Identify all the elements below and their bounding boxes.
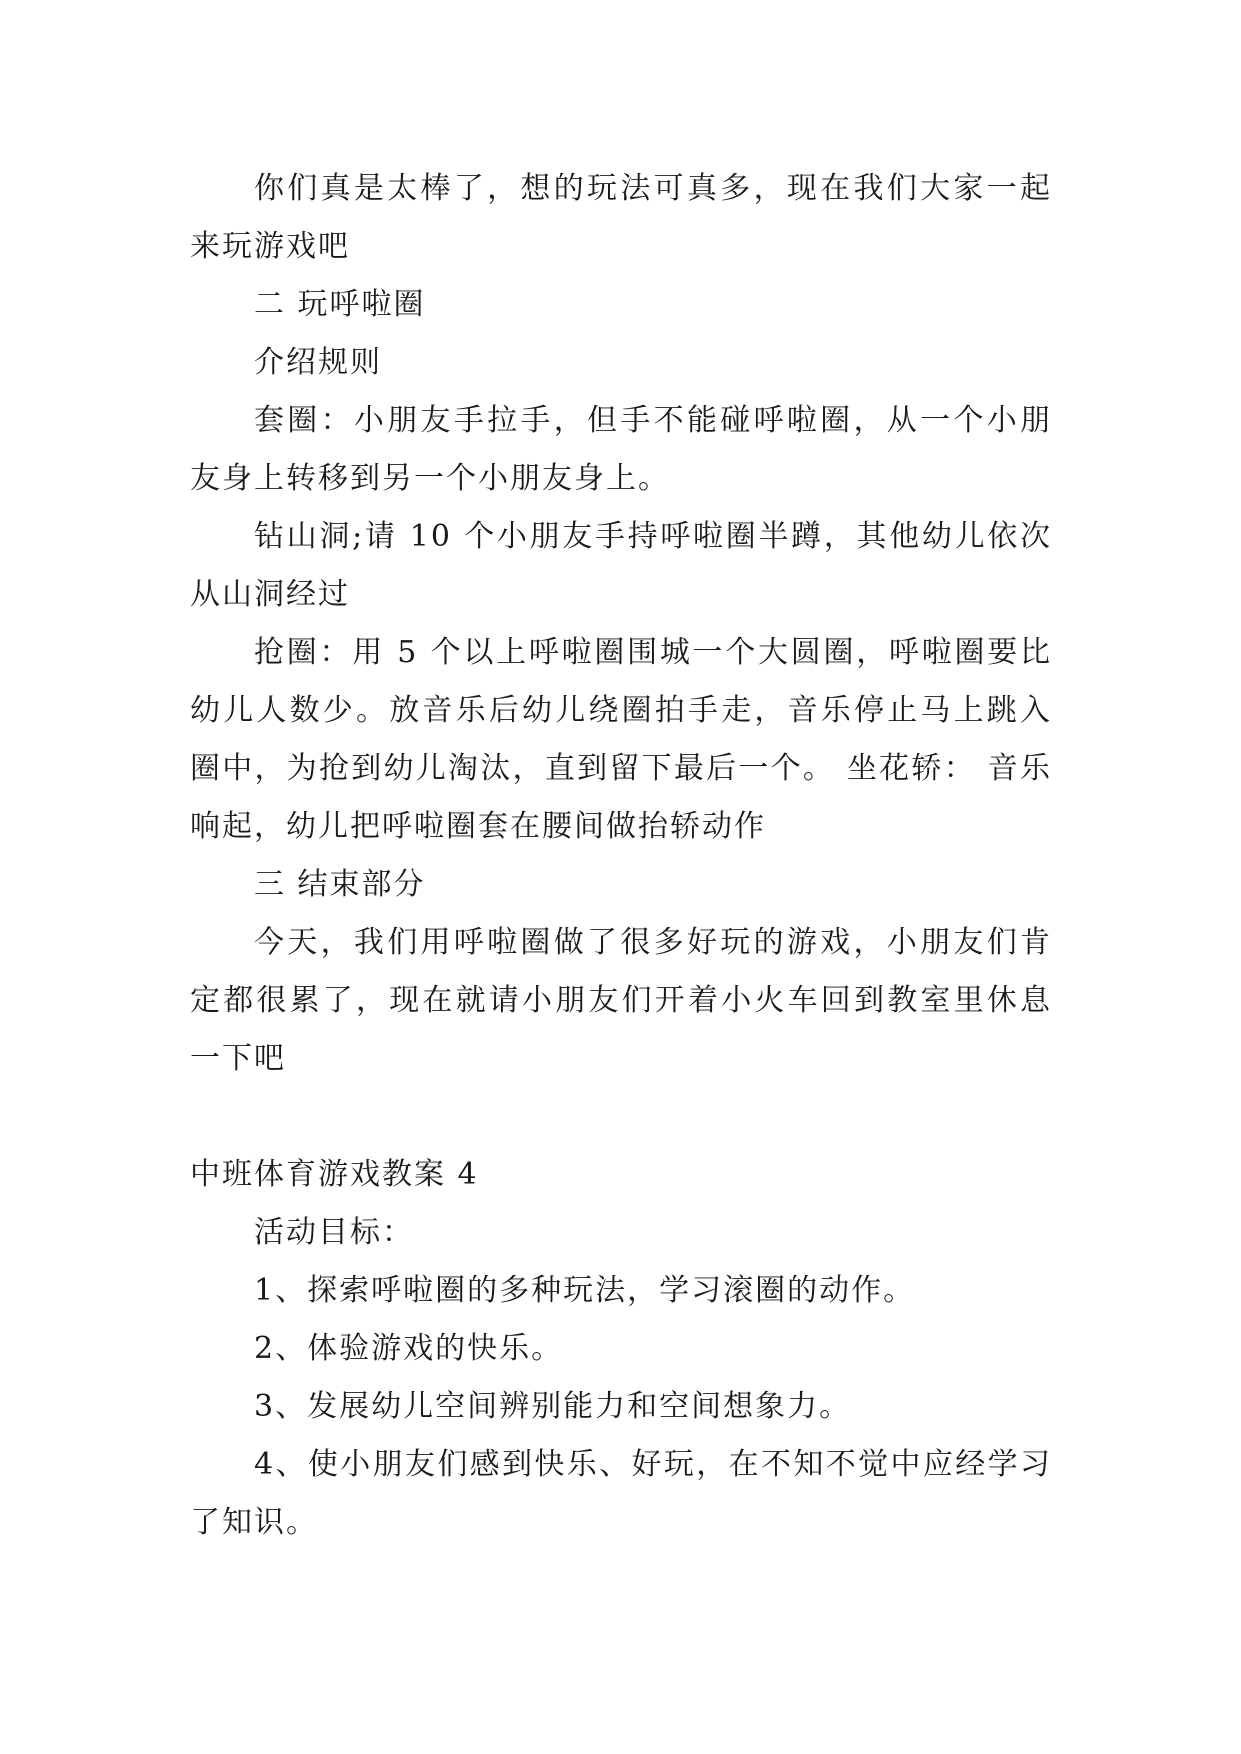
paragraph: 套圈：小朋友手拉手，但手不能碰呼啦圈，从一个小朋友身上转移到另一个小朋友身上。 [190, 403, 1052, 496]
section-title: 中班体育游戏教案 4 [190, 1157, 479, 1192]
list-item: 2、体验游戏的快乐。 [254, 1331, 564, 1366]
paragraph: 介绍规则 [254, 345, 382, 380]
document-body [190, 160, 1052, 1552]
list-item: 1、探索呼啦圈的多种玩法，学习滚圈的动作。 [254, 1273, 916, 1308]
paragraph: 活动目标： [254, 1215, 414, 1250]
paragraph: 你们真是太棒了，想的玩法可真多，现在我们大家一起来玩游戏吧 [190, 171, 1052, 264]
list-item: 3、发展幼儿空间辨别能力和空间想象力。 [254, 1389, 852, 1424]
paragraph: 今天，我们用呼啦圈做了很多好玩的游戏，小朋友们肯定都很累了，现在就请小朋友们开着小火车回到教室里休息一下吧 [190, 925, 1052, 1076]
paragraph: 钻山洞;请 10 个小朋友手持呼啦圈半蹲，其他幼儿依次从山洞经过 [190, 519, 1052, 612]
paragraph: 抢圈：用 5 个以上呼啦圈围城一个大圆圈，呼啦圈要比幼儿人数少。放音乐后幼儿绕圈拍手走，音乐停止马上跳入圈中，为抢到幼儿淘汰，直到留下最后一个。 坐花轿： 音乐响起，幼儿把呼啦圈套在腰间做抬轿动作 [190, 635, 1052, 844]
list-item: 4、使小朋友们感到快乐、好玩，在不知不觉中应经学习了知识。 [190, 1447, 1052, 1540]
subsection-heading: 三 结束部分 [254, 867, 426, 902]
section-spacer [190, 1088, 1052, 1146]
subsection-heading: 二 玩呼啦圈 [254, 287, 426, 322]
